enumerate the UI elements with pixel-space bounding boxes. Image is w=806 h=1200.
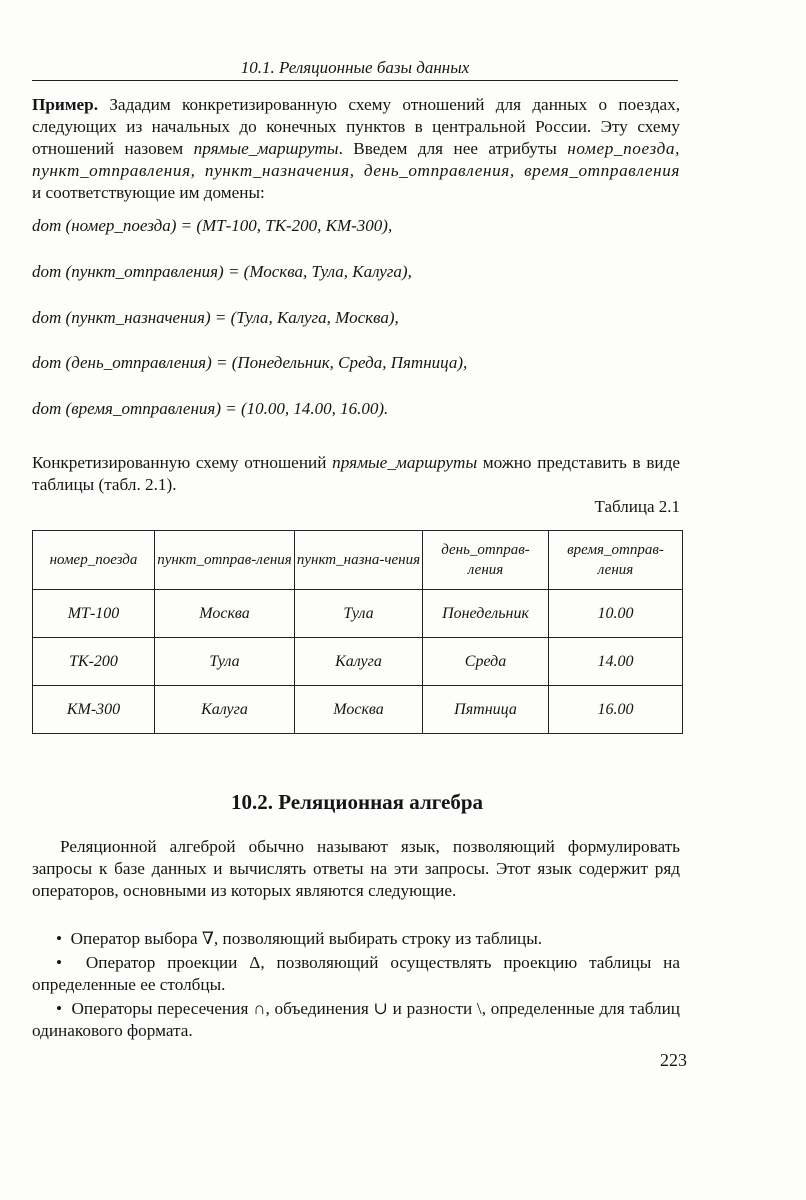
table-cell: 16.00 <box>549 686 683 734</box>
page-number: 223 <box>660 1050 687 1070</box>
table-cell: Среда <box>423 638 549 686</box>
table-cell: Тула <box>155 638 295 686</box>
bullet-icon: • <box>56 929 63 948</box>
bullet-item <box>32 952 680 996</box>
example-text-3: и соответствующие им домены: <box>32 183 265 202</box>
schema-name: прямые_маршруты <box>332 453 478 472</box>
example-paragraph <box>32 94 680 204</box>
section-intro-paragraph: Реляционной алгеброй обычно называют язык, позволяющий формулировать запросы к базе данных и вычислять ответы на эти запросы. Этот язык содержит ряд операторов, основными из которых являются следующие. <box>32 837 680 900</box>
table-cell: Понедельник <box>423 590 549 638</box>
example-text-1: Зададим конкретизированную схему отношений для данных о поездах, следующих из начальных до конечных пунктов в центральной России. Эту схему отношений назовем <box>32 95 680 158</box>
attribute-list: номер_поезда, пункт_отправления, пункт_назначения, день_отправления, время_отправления <box>32 139 680 180</box>
example-label: Пример. <box>32 95 99 114</box>
table-cell: 10.00 <box>549 590 683 638</box>
bullet-item <box>32 928 680 950</box>
table-cell: МТ-100 <box>33 590 155 638</box>
bullet-item <box>32 998 680 1042</box>
domain-line: dom (номер_поезда) = (МТ-100, ТК-200, КМ-300), <box>32 216 393 235</box>
table-cell: 14.00 <box>549 638 683 686</box>
table-cell: Калуга <box>155 686 295 734</box>
table-caption: Таблица 2.1 <box>594 497 680 516</box>
table-intro-paragraph <box>32 452 680 496</box>
domain-line: dom (пункт_отправления) = (Москва, Тула, Калуга), <box>32 262 412 281</box>
column-header: пункт_назна-чения <box>295 531 423 590</box>
table-row <box>33 638 683 686</box>
table-cell: Москва <box>155 590 295 638</box>
example-text-2: . Введем для нее атрибуты <box>338 139 568 158</box>
column-header: день_отправ-ления <box>423 531 549 590</box>
table-cell: Калуга <box>295 638 423 686</box>
bullet-icon: • <box>56 999 63 1018</box>
table-cell: КМ-300 <box>33 686 155 734</box>
table-cell: ТК-200 <box>33 638 155 686</box>
schema-name: прямые_маршруты <box>193 139 339 158</box>
bullet-text: Операторы пересечения ∩, объединения ∪ и разности \, определенные для таблиц одинакового формата. <box>32 999 680 1040</box>
running-header: 10.1. Реляционные базы данных <box>32 58 678 81</box>
column-header: номер_поезда <box>33 531 155 590</box>
table-cell: Пятница <box>423 686 549 734</box>
domain-line: dom (пункт_назначения) = (Тула, Калуга, Москва), <box>32 308 399 327</box>
table-row <box>33 590 683 638</box>
column-header: время_отправ-ления <box>549 531 683 590</box>
table-cell: Москва <box>295 686 423 734</box>
bullet-text: Оператор проекции Δ, позволяющий осуществлять проекцию таблицы на определенные ее столбцы. <box>32 953 680 994</box>
routes-table <box>32 530 683 734</box>
column-header: пункт_отправ-ления <box>155 531 295 590</box>
section-title: 10.2. Реляционная алгебра <box>231 790 483 814</box>
bullet-text: Оператор выбора ∇, позволяющий выбирать строку из таблицы. <box>70 929 543 948</box>
table-header-row <box>33 531 683 590</box>
table-row <box>33 686 683 734</box>
domain-line: dom (время_отправления) = (10.00, 14.00, 16.00). <box>32 399 389 418</box>
table-cell: Тула <box>295 590 423 638</box>
table-intro-text-2: можно представить в виде таблицы (табл. 2.1). <box>32 453 681 494</box>
bullet-icon: • <box>56 953 63 972</box>
table-intro-text-1: Конкретизированную схему отношений <box>32 453 333 472</box>
domain-line: dom (день_отправления) = (Понедельник, Среда, Пятница), <box>32 353 468 372</box>
